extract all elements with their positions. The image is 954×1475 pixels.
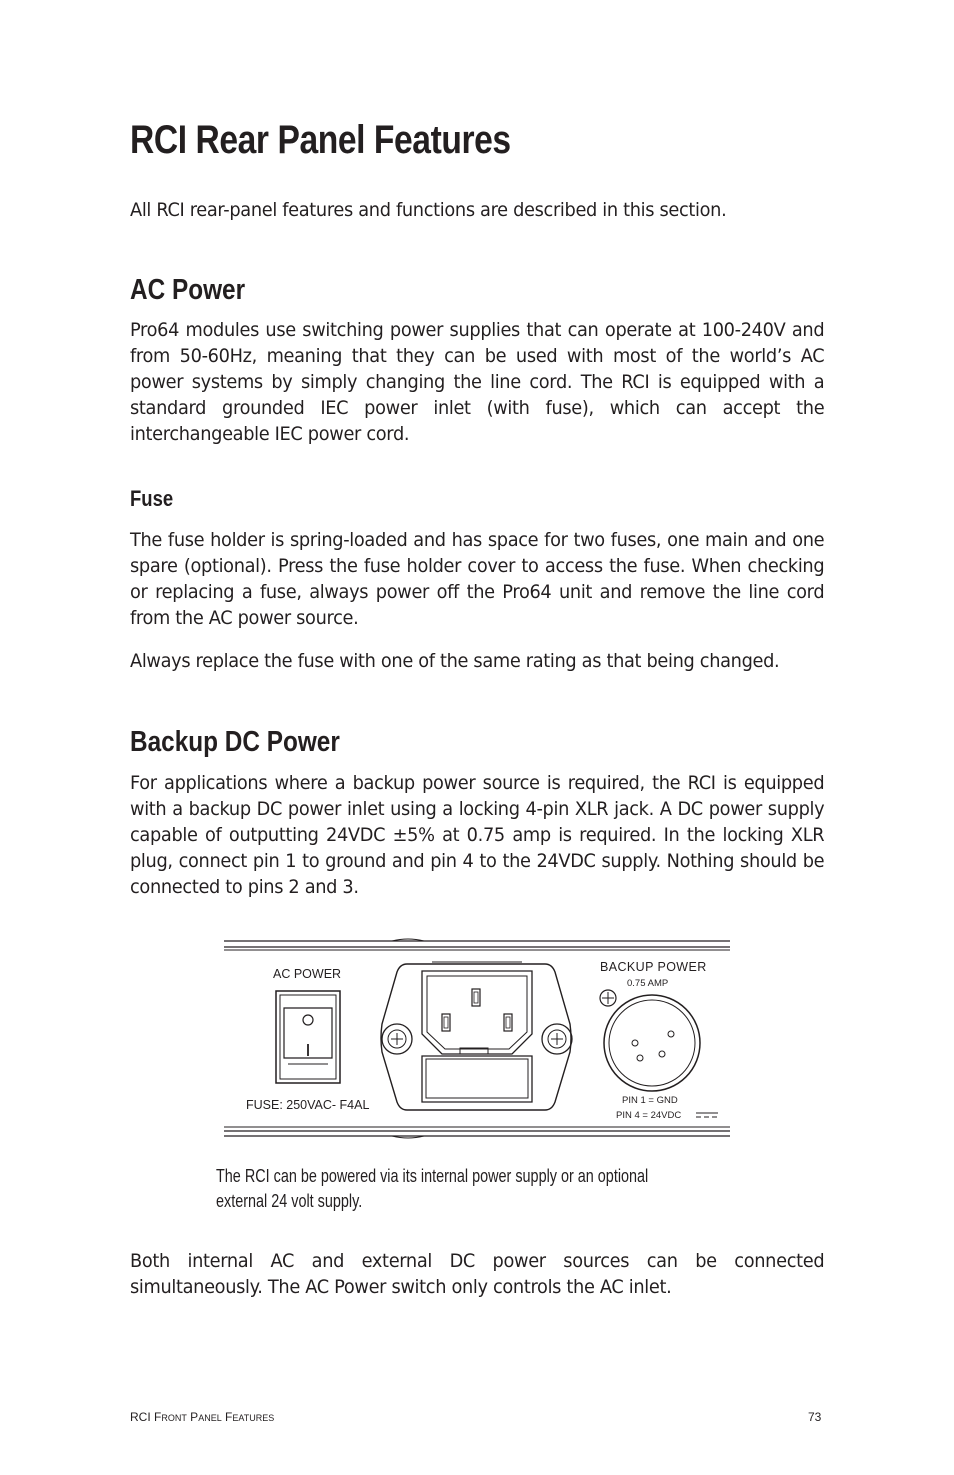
footer-section-title: RCI FRONT PANEL FEATURES bbox=[130, 1410, 275, 1424]
backup-dc-paragraph: For applications where a backup power source is required, the RCI is equipped with a backup DC power inlet using a locking 4-pin XLR jack. A DC power supply capable of outputting 24VDC ±5% at 0.75 amp is required. In the locking XLR plug, connect pin 1 to ground and pin 4 to the 24VDC supply. Nothing should be connected to pins 2 and 3. bbox=[130, 773, 825, 898]
closing-paragraph: Both internal AC and external DC power sources can be connected simultaneously. The AC Power switch only controls the AC inlet. bbox=[130, 1251, 825, 1298]
fuse-paragraph: The fuse holder is spring-loaded and has space for two fuses, one main and one spare (optional). Press the fuse holder cover to access the fuse. When checking or replacing a fuse, always power off the Pro64 unit and remove the line cord from the AC power source. bbox=[130, 530, 825, 629]
pin4-label: PIN 4 = 24VDC bbox=[616, 1110, 682, 1121]
ac-power-heading: AC Power bbox=[130, 274, 246, 306]
intro-paragraph: All RCI rear-panel features and functions are described in this section. bbox=[130, 200, 727, 221]
fuse-rating-label: FUSE: 250VAC- F4AL bbox=[246, 1098, 370, 1112]
backup-power-label: BACKUP POWER bbox=[600, 960, 707, 974]
backup-dc-heading: Backup DC Power bbox=[130, 726, 340, 758]
page-title: RCI Rear Panel Features bbox=[130, 118, 511, 162]
fuse-heading: Fuse bbox=[130, 486, 174, 511]
ac-power-switch bbox=[276, 991, 340, 1083]
ac-power-paragraph: Pro64 modules use switching power supplies that can operate at 100-240V and from 50-60Hz, meaning that they can be used with most of the world’s AC power systems by simply changing the line cord. The RCI is equipped with a standard grounded IEC power inlet (with fuse), which can accept the interchangeable IEC power cord. bbox=[130, 320, 825, 445]
fuse-rating-paragraph: Always replace the fuse with one of the same rating as that being changed. bbox=[130, 651, 780, 672]
page-number: 73 bbox=[808, 1410, 822, 1424]
iec-power-inlet bbox=[381, 962, 572, 1110]
ac-power-label: AC POWER bbox=[273, 967, 342, 981]
rear-panel-diagram bbox=[222, 936, 732, 1142]
figure-caption: The RCI can be powered via its internal power supply or an optional external 24 volt supply. bbox=[216, 1166, 649, 1211]
pin1-label: PIN 1 = GND bbox=[622, 1095, 678, 1106]
amp-rating-label: 0.75 AMP bbox=[627, 978, 669, 989]
